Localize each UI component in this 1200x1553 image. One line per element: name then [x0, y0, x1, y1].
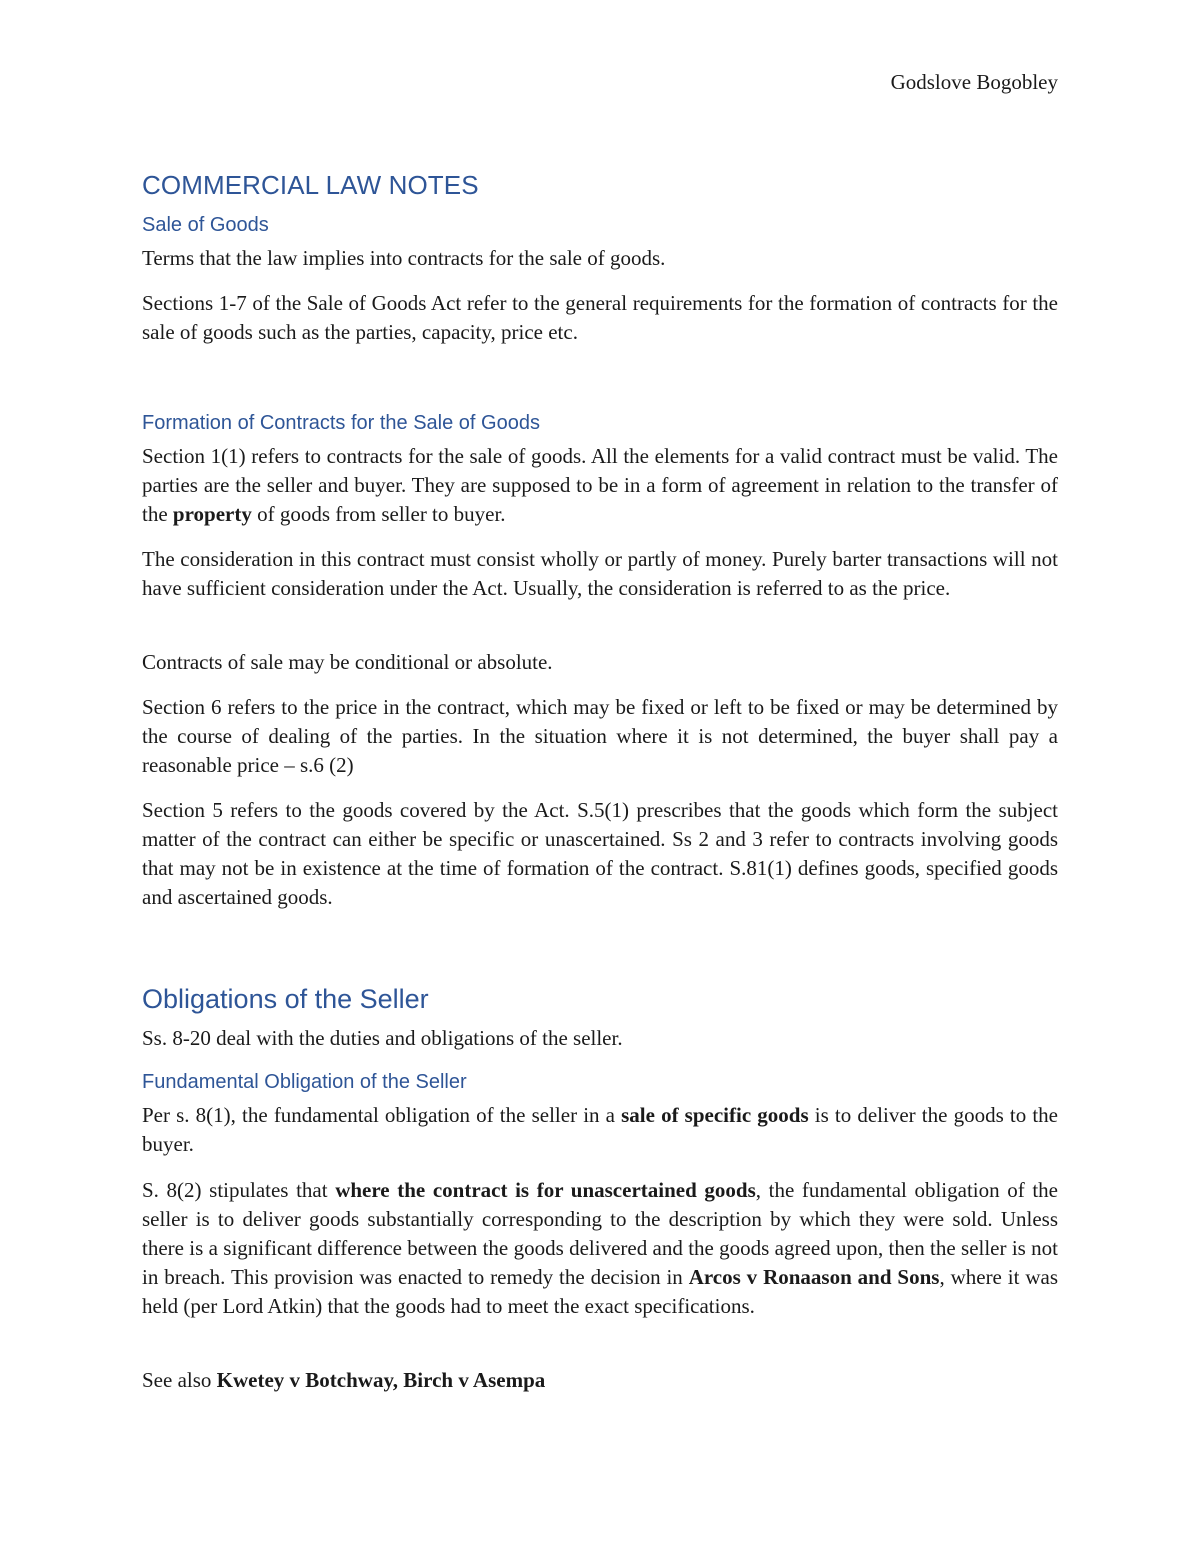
paragraph-s-8-2 — [142, 1176, 1058, 1321]
text-run: S. 8(2) stipulates that — [142, 1178, 336, 1202]
text-run: of goods from seller to buyer. — [251, 502, 506, 526]
paragraph-sections-1-7: Sections 1-7 of the Sale of Goods Act refer to the general requirements for the formation of contracts for the sale of goods such as the parties, capacity, price etc. — [142, 291, 1058, 344]
text-run: is to deliver the goods to the buyer. — [142, 1103, 1058, 1156]
case-name-arcos: Arcos v Ronaason and Sons — [688, 1265, 940, 1289]
heading-sale-of-goods: Sale of Goods — [142, 214, 269, 236]
bold-term-specific-goods: sale of specific goods — [621, 1103, 809, 1127]
text-run: See also — [142, 1368, 217, 1392]
author-header: Godslove Bogobley — [890, 70, 1058, 94]
bold-term-unascertained: where the contract is for unascertained goods — [335, 1178, 756, 1202]
text-run: , where it was held (per Lord Atkin) that the goods had to meet the exact specifications. — [142, 1265, 1058, 1318]
heading-fundamental-obligation: Fundamental Obligation of the Seller — [142, 1071, 467, 1093]
text-run: Per s. 8(1), the fundamental obligation of the seller in a — [142, 1103, 622, 1127]
heading-obligations-seller: Obligations of the Seller — [142, 984, 429, 1014]
text-run: Section 1(1) refers to contracts for the sale of goods. All the elements for a valid contract must be valid. The parties are the seller and buyer. They are supposed to be in a form of agreement in relation to the transfer of the — [142, 444, 1058, 526]
paragraph-conditional: Contracts of sale may be conditional or absolute. — [142, 650, 553, 674]
case-names-see-also: Kwetey v Botchway, Birch v Asempa — [216, 1368, 546, 1392]
paragraph-consideration: The consideration in this contract must consist wholly or partly of money. Purely barter transactions will not have sufficient consideration under the Act. Usually, the consideration is referred to as the price. — [142, 547, 1058, 600]
text-run: , the fundamental obligation of the seller is to deliver goods substantially corresponding to the description by which they were sold. Unless there is a significant difference between the goods delivered and the goods agreed upon, then the seller is not in breach. This provision was enacted to remedy the decision in — [142, 1178, 1059, 1289]
paragraph-see-also — [142, 1366, 1058, 1395]
paragraph-ss-8-20: Ss. 8-20 deal with the duties and obligations of the seller. — [142, 1026, 623, 1050]
document-title: COMMERCIAL LAW NOTES — [142, 170, 479, 200]
paragraph-implied-terms: Terms that the law implies into contracts for the sale of goods. — [142, 246, 666, 270]
paragraph-section-6: Section 6 refers to the price in the contract, which may be fixed or left to be fixed or may be determined by the course of dealing of the parties. In the situation where it is not determined, the buyer shall pay a reasonable price – s.6 (2) — [142, 695, 1058, 777]
paragraph-section-5: Section 5 refers to the goods covered by the Act. S.5(1) prescribes that the goods which form the subject matter of the contract can either be specific or unascertained. Ss 2 and 3 refer to contracts involving goods that may not be in existence at the time of formation of the contract. S.81(1) defines goods, specified goods and ascertained goods. — [142, 798, 1058, 909]
bold-term-property: property — [172, 502, 252, 526]
heading-formation: Formation of Contracts for the Sale of Goods — [142, 412, 540, 434]
paragraph-s-8-1 — [142, 1101, 1058, 1159]
paragraph-section-1-1 — [142, 442, 1058, 529]
